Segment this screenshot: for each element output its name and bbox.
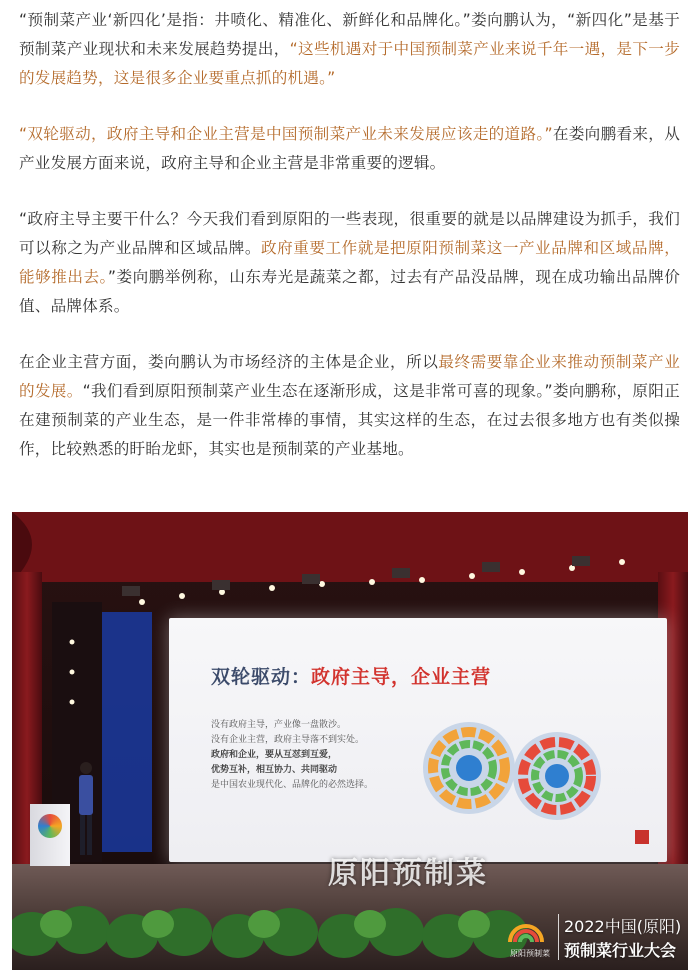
p4-text-b: “我们看到原阳预制菜产业生态在逐渐形成，这是非常可喜的现象。”娄向鹏称，原阳正在建预制菜的产业生态，是一件非常棒的事情，其实这样的生态，在过去很多地方也有类似操作，比较熟悉的盱眙龙虾，其实也是预制菜的产业基地。 (19, 382, 680, 458)
p4-text-a: 在企业主营方面，娄向鹏认为市场经济的主体是企业，所以 (19, 353, 439, 371)
seal-icon (635, 830, 649, 844)
p1-text: “预制菜产业‘新四化’是指：井喷化、精准化、新鲜化和品牌化。”娄向鹏认为，“新四化”是基于预制菜产业现状和未来发展趋势提出， (19, 11, 680, 58)
p2-text: 在娄向鹏看来，从产业发展方面来说，政府主导和企业主营是非常重要的逻辑。 (19, 125, 680, 172)
badge-divider (558, 914, 559, 960)
conference-photo (12, 512, 688, 970)
slide-title-emphasis: 政府主导，企业主营 (311, 666, 492, 688)
p3-text-a: “政府主导主要干什么？今天我们看到原阳的一些表现，很重要的就是以品牌建设为抓手，我们可以称之为产业品牌和区域品牌。 (19, 210, 680, 257)
slide-line: 没有政府主导，产业像一盘散沙。 (211, 720, 347, 730)
p2-highlight: “双轮驱动，政府主导和企业主营是中国预制菜产业未来发展应该走的道路。” (19, 125, 553, 143)
lectern (30, 804, 70, 866)
p3-text-b: ”娄向鹏举例称，山东寿光是蔬菜之都，过去有产品没品牌，现在成功输出品牌价值、品牌体系。 (19, 268, 681, 315)
event-badge (502, 908, 688, 968)
paragraph-2 (19, 120, 680, 178)
slide-title (211, 662, 491, 689)
p1-highlight: “这些机遇对于中国预制菜产业来说千年一遇，是下一步的发展趋势，这是很多企业要重点抓的机遇。” (19, 40, 680, 87)
slide-line: 是中国农业现代化、品牌化的必然选择。 (211, 780, 374, 790)
slide-line: 优势互补，相互协力、共同驱动 (211, 765, 338, 775)
slide-title-prefix: 双轮驱动： (211, 666, 312, 688)
event-name-line1: 2022中国(原阳) (564, 917, 682, 936)
slide-text (211, 718, 373, 793)
presentation-screen (169, 618, 667, 862)
event-logo-icon (506, 912, 546, 946)
p3-highlight: 政府重要工作就是把原阳预制菜这一产业品牌和区域品牌，能够推出去。 (19, 239, 680, 286)
slide-line: 政府和企业，要从互怼到互爱， (211, 750, 338, 760)
presenter-figure-icon (76, 760, 96, 860)
paragraph-4 (19, 348, 680, 464)
event-logo-text: 原阳预制菜 (510, 949, 550, 958)
paragraph-1 (19, 0, 680, 93)
p4-highlight: 最终需要靠企业来推动预制菜产业的发展。 (19, 353, 680, 400)
lectern-logo-icon (38, 814, 62, 838)
slide-line: 没有企业主营，政府主导落不到实处。 (211, 735, 365, 745)
paragraph-3 (19, 205, 680, 321)
event-name-line2: 预制菜行业大会 (564, 941, 677, 960)
gear-diagram-icon (417, 710, 607, 830)
article-body (0, 0, 700, 464)
stage-sign: 原阳预制菜 (328, 856, 488, 891)
